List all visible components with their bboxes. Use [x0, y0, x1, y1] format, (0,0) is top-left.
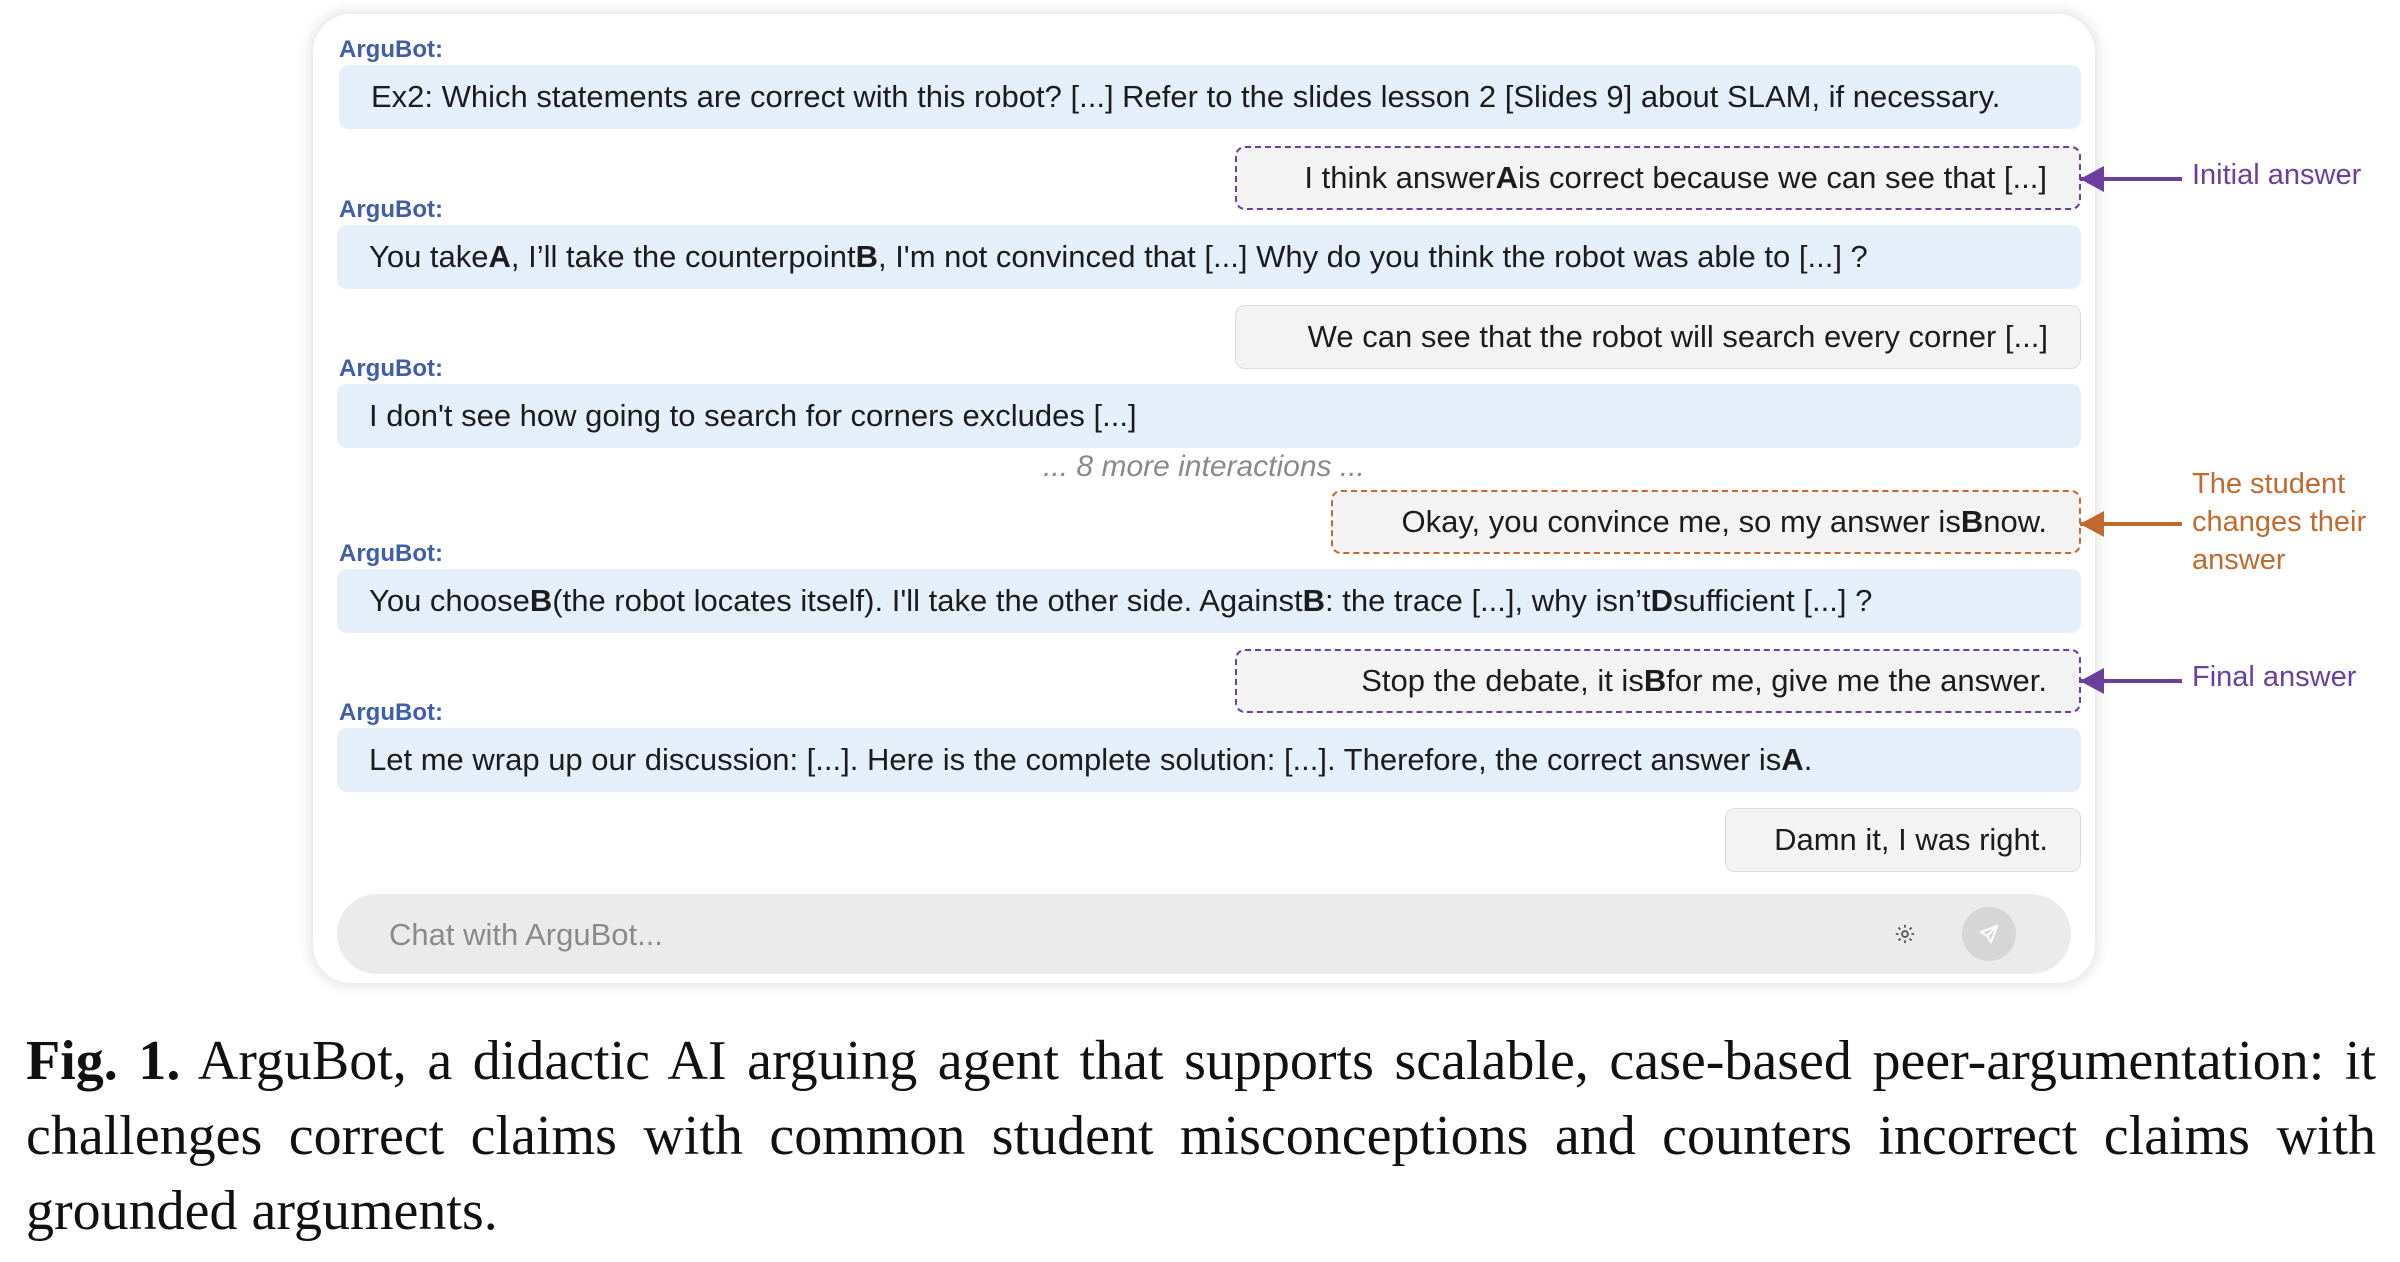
bot-message	[337, 728, 2081, 792]
message-text: Stop the debate, it is	[1361, 663, 1644, 698]
bot-message	[337, 384, 2081, 448]
send-icon	[1978, 923, 2000, 945]
bot-name-label: ArguBot:	[339, 355, 443, 382]
answer-letter: A	[1495, 160, 1519, 195]
chat-window	[313, 14, 2095, 983]
annotation-line: changes their	[2192, 506, 2367, 538]
message-text: I don't see how going to search for corners excludes [...]	[369, 398, 1137, 433]
message-text: sufficient [...] ?	[1673, 583, 1873, 618]
bot-message	[337, 569, 2081, 633]
settings-button[interactable]	[1887, 916, 1923, 952]
answer-letter: B	[855, 239, 878, 274]
caption-label: Fig. 1.	[26, 1030, 181, 1092]
answer-letter: B	[1643, 663, 1667, 698]
bot-name-label: ArguBot:	[339, 36, 443, 63]
message-text: You take	[369, 239, 489, 274]
answer-letter: A	[488, 239, 511, 274]
answer-letter: B	[1960, 504, 1984, 539]
message-text: is correct because we can see that [...]	[1518, 160, 2047, 195]
answer-letter: A	[1781, 742, 1804, 777]
message-text: We can see that the robot will search every corner [...]	[1307, 319, 2048, 354]
final-answer-arrow	[2080, 679, 2182, 683]
message-text: : the trace [...], why isn’t	[1324, 583, 1651, 618]
user-message	[1725, 808, 2081, 872]
bot-message	[339, 65, 2081, 129]
bot-name-label: ArguBot:	[339, 196, 443, 223]
annotation-line: answer	[2192, 544, 2286, 576]
message-text: Damn it, I was right.	[1774, 822, 2048, 857]
changes-answer-arrow	[2080, 522, 2182, 526]
caption-text: ArguBot, a didactic AI arguing agent that supports scalable, case-based peer-argumentation: it challenges correct claims with common student misconceptions and counters incorrect claims with grounded arguments.	[26, 1030, 2377, 1242]
user-message-initial-answer	[1235, 146, 2081, 210]
initial-answer-arrow	[2080, 177, 2182, 181]
chat-input[interactable]	[387, 894, 1891, 976]
user-message-changed-answer	[1331, 490, 2081, 554]
final-answer-label: Final answer	[2192, 661, 2357, 693]
message-text: I think answer	[1304, 160, 1496, 195]
bot-message	[337, 225, 2081, 289]
user-message-final-answer	[1235, 649, 2081, 713]
answer-letter: B	[1302, 583, 1325, 618]
message-text: Ex2: Which statements are correct with this robot? [...] Refer to the slides lesson 2 [Slides 9] about SLAM, if necessary.	[371, 79, 2001, 114]
annotation-line: The student	[2192, 468, 2346, 500]
message-text: .	[1803, 742, 1813, 777]
message-text: (the robot locates itself). I'll take the other side. Against	[552, 583, 1303, 618]
message-text: for me, give me the answer.	[1666, 663, 2047, 698]
message-text: You choose	[369, 583, 530, 618]
bot-name-label: ArguBot:	[339, 540, 443, 567]
gear-icon	[1894, 923, 1916, 945]
message-text: Let me wrap up our discussion: [...]. Here is the complete solution: [...]. Therefore, the correct answer is	[369, 742, 1782, 777]
send-button[interactable]	[1962, 907, 2016, 961]
answer-letter: B	[529, 583, 553, 618]
chat-input-bar	[337, 894, 2071, 974]
figure-caption	[26, 1024, 2376, 1249]
user-message	[1235, 305, 2081, 369]
message-text: , I'm not convinced that [...] Why do you think the robot was able to [...] ?	[877, 239, 1868, 274]
bot-name-label: ArguBot:	[339, 699, 443, 726]
more-interactions-note: ... 8 more interactions ...	[1043, 450, 1365, 483]
message-text: , I’ll take the counterpoint	[510, 239, 856, 274]
message-text: Okay, you convince me, so my answer is	[1401, 504, 1961, 539]
message-text: now.	[1983, 504, 2047, 539]
answer-letter: D	[1650, 583, 1673, 618]
changes-answer-label	[2192, 465, 2366, 579]
initial-answer-label: Initial answer	[2192, 159, 2362, 191]
